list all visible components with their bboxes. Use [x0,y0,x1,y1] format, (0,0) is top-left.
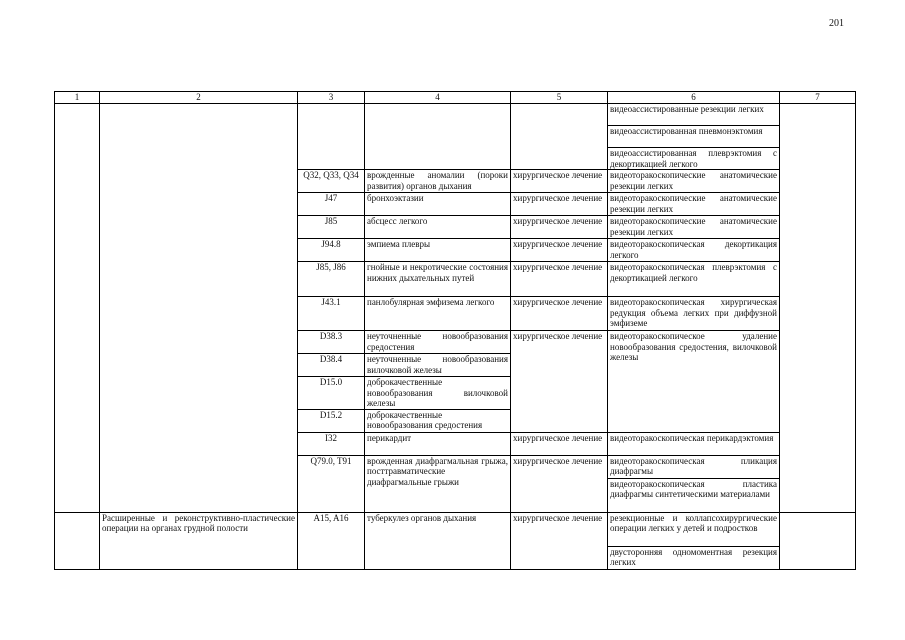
cell-methods [608,455,780,512]
cell-treatment: хирургическое лечение [511,455,608,512]
cell-codes: J85 [298,216,365,239]
cell-diagnosis: неуточненные новообразования средостения [365,331,511,354]
header-row [55,92,856,104]
cell-diagnosis: бронхоэктазии [365,193,511,216]
method-item: видеоторакоскопическая пликация диафрагмы [608,456,779,479]
page-number: 201 [829,18,844,29]
cell-treatment: хирургическое лечение [511,331,608,433]
cell-methods: видеоторакоскопическая декортикация легкого [608,239,780,262]
cell-diagnosis: абсцесс легкого [365,216,511,239]
cell-diagnosis: доброкачественные новообразования вилочковой железы [365,377,511,410]
cell-methods: видеоторакоскопические анатомические резекции легких [608,193,780,216]
cell-col7 [780,104,856,513]
method-item: видеоассистированная пневмонэктомия [608,126,779,148]
cell-codes: D38.4 [298,354,365,377]
cell-codes: Q79.0, T91 [298,455,365,512]
cell-codes [298,104,365,170]
cell-methods: видеоторакоскопическая перикардэктомия [608,432,780,455]
method-item: видеоассистированные резекции легких [608,104,779,126]
method-item: видеоторакоскопическая пластика диафрагмы синтетическими материалами [610,478,777,499]
cell-treatment: хирургическое лечение [511,432,608,455]
cell-codes: J85, J86 [298,262,365,297]
column-header-7: 7 [780,92,856,104]
cell-section [100,104,298,513]
cell-treatment: хирургическое лечение [511,193,608,216]
cell-diagnosis: панлобулярная эмфизема легкого [365,297,511,331]
method-item: видеоассистированная плеврэктомия с декортикацией легкого [610,148,777,169]
cell-codes: J47 [298,193,365,216]
cell-number [55,512,100,569]
cell-codes: Q32, Q33, Q34 [298,170,365,193]
cell-diagnosis: перикардит [365,432,511,455]
cell-codes: D15.0 [298,377,365,410]
cell-methods: видеоторакоскопические анатомические резекции легких [608,170,780,193]
cell-diagnosis [365,104,511,170]
cell-codes: A15, A16 [298,512,365,569]
cell-codes: D38.3 [298,331,365,354]
cell-col7 [780,512,856,569]
table-row [55,512,856,569]
cell-codes: J94.8 [298,239,365,262]
cell-treatment: хирургическое лечение [511,170,608,193]
cell-methods [608,512,780,569]
column-header-1: 1 [55,92,100,104]
cell-methods: видеоторакоскопическая плеврэктомия с декортикацией легкого [608,262,780,297]
column-header-2: 2 [100,92,298,104]
cell-diagnosis: гнойные и некротические состояния нижних дыхательных путей [365,262,511,297]
cell-diagnosis: доброкачественные новообразования средостения [365,409,511,432]
cell-codes: I32 [298,432,365,455]
cell-methods: видеоторакоскопические анатомические резекции легких [608,216,780,239]
cell-codes: J43.1 [298,297,365,331]
cell-codes: D15.2 [298,409,365,432]
cell-treatment: хирургическое лечение [511,297,608,331]
medical-care-table [54,91,856,570]
cell-diagnosis: эмпиема плевры [365,239,511,262]
cell-treatment [511,104,608,170]
cell-treatment: хирургическое лечение [511,512,608,569]
cell-section: Расширенные и реконструктивно-пластические операции на органах грудной полости [100,512,298,569]
column-header-4: 4 [365,92,511,104]
cell-diagnosis: неуточненные новообразования вилочковой железы [365,354,511,377]
cell-diagnosis: туберкулез органов дыхания [365,512,511,569]
cell-treatment: хирургическое лечение [511,239,608,262]
cell-number [55,104,100,513]
column-header-6: 6 [608,92,780,104]
cell-treatment: хирургическое лечение [511,262,608,297]
cell-methods [608,104,780,170]
cell-methods: видеоторакоскопическая хирургическая редукция объема легких при диффузной эмфиземе [608,297,780,331]
cell-methods: видеоторакоскопическое удаление новообразования средостения, вилочковой железы [608,331,780,433]
cell-treatment: хирургическое лечение [511,216,608,239]
cell-diagnosis: врожденные аномалии (пороки развития) органов дыхания [365,170,511,193]
column-header-5: 5 [511,92,608,104]
method-item: двусторонняя одномоментная резекция легких [610,546,777,567]
cell-diagnosis: врожденная диафрагмальная грыжа, посттравматические диафрагмальные грыжи [365,455,511,512]
column-header-3: 3 [298,92,365,104]
table-row [55,104,856,170]
method-item: резекционные и коллапсохирургические операции легких у детей и подростков [608,513,779,547]
